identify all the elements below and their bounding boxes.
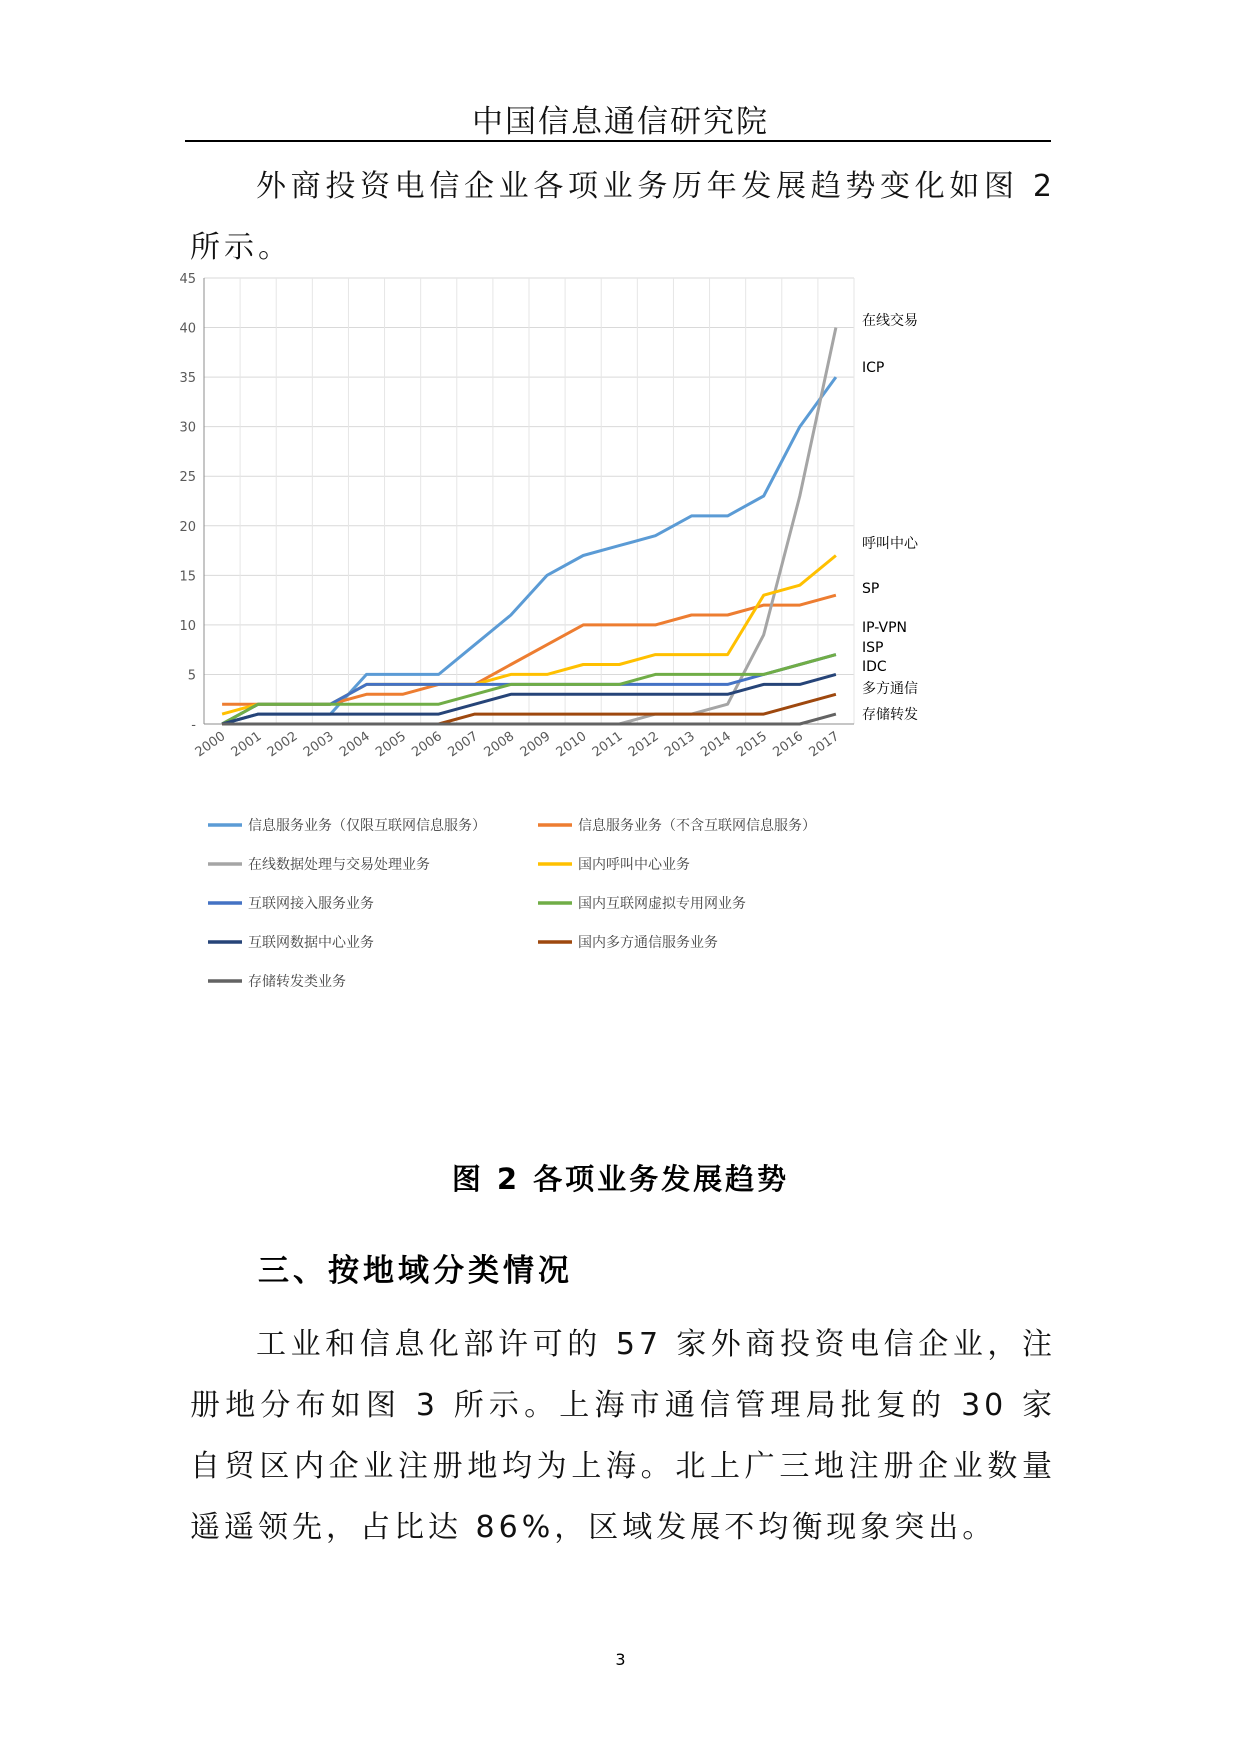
- section-heading: 三、按地域分类情况: [258, 1253, 573, 1289]
- y-tick-label: 10: [179, 618, 196, 634]
- series-end-label: SP: [862, 581, 880, 597]
- series-end-label: IDC: [862, 659, 887, 675]
- y-tick-label: 25: [179, 470, 196, 486]
- intro-paragraph: 外商投资电信企业各项业务历年发展趋势变化如图 2 所示。: [190, 169, 1056, 265]
- header-divider: [185, 140, 1051, 142]
- x-tick-label: 2013: [662, 728, 698, 761]
- legend-label: 存储转发类业务: [248, 974, 346, 990]
- y-tick-label: -: [191, 718, 196, 733]
- x-tick-label: 2002: [264, 728, 301, 761]
- y-tick-label: 40: [179, 321, 196, 337]
- legend-label: 在线数据处理与交易处理业务: [248, 857, 430, 873]
- x-tick-label: 2004: [337, 728, 373, 761]
- y-tick-label: 5: [187, 668, 196, 684]
- y-tick-label: 15: [179, 569, 196, 585]
- series-end-label: 在线交易: [862, 313, 918, 329]
- series-end-label: ICP: [862, 360, 885, 376]
- legend-label: 信息服务业务（仅限互联网信息服务）: [248, 818, 486, 834]
- x-tick-label: 2016: [770, 728, 807, 761]
- x-tick-label: 2006: [409, 728, 446, 761]
- y-tick-label: 20: [179, 519, 196, 535]
- legend-label: 互联网接入服务业务: [248, 896, 374, 912]
- x-tick-label: 2010: [553, 728, 590, 761]
- x-tick-label: 2012: [625, 728, 662, 761]
- x-tick-label: 2009: [517, 728, 554, 761]
- x-tick-label: 2011: [589, 728, 626, 761]
- x-tick-label: 2001: [228, 728, 265, 761]
- page-number: 3: [615, 1650, 626, 1669]
- x-tick-label: 2007: [445, 728, 482, 761]
- header-title: 中国信息通信研究院: [472, 104, 769, 140]
- x-tick-label: 2000: [192, 728, 229, 761]
- series-end-label: IP-VPN: [862, 620, 907, 636]
- legend-label: 国内多方通信服务业务: [578, 935, 718, 951]
- y-tick-label: 30: [179, 420, 196, 436]
- chart-legend: [208, 817, 816, 990]
- y-tick-label: 35: [179, 371, 196, 387]
- trend-chart: [170, 272, 1070, 1130]
- y-tick-label: 45: [179, 272, 196, 287]
- figure-caption: 图 2 各项业务发展趋势: [451, 1162, 790, 1196]
- legend-label: 信息服务业务（不含互联网信息服务）: [578, 818, 816, 834]
- trend-chart-svg: [170, 272, 1070, 1130]
- series-end-label: 呼叫中心: [862, 536, 918, 552]
- series-end-label: 存储转发: [862, 707, 918, 723]
- x-tick-label: 2015: [734, 728, 771, 761]
- x-tick-label: 2005: [373, 728, 409, 761]
- x-tick-label: 2014: [698, 728, 734, 761]
- legend-label: 国内互联网虚拟专用网业务: [578, 896, 746, 912]
- legend-label: 互联网数据中心业务: [248, 935, 374, 951]
- x-tick-label: 2017: [806, 728, 843, 761]
- chart-end-labels: [862, 312, 919, 723]
- x-tick-label: 2008: [481, 728, 518, 761]
- series-end-label: ISP: [862, 640, 884, 656]
- x-tick-label: 2003: [300, 728, 337, 761]
- series-end-label: 多方通信: [862, 681, 918, 697]
- section-paragraph: 工业和信息化部许可的 57 家外商投资电信企业，注册地分布如图 3 所示。上海市通信管理局批复的 30 家自贸区内企业注册地均为上海。北上广三地注册企业数量遥遥领先，占比达 86%，区域发展不均衡现象突出。: [190, 1327, 1056, 1545]
- legend-label: 国内呼叫中心业务: [578, 857, 690, 873]
